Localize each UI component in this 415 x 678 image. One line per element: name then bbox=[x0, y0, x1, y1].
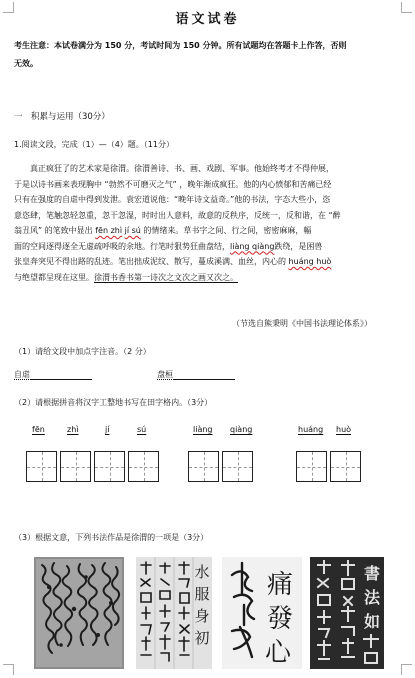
underlined-sentence: 徐渭书香书第一诗次之文次之画又次之。 bbox=[94, 272, 238, 282]
answer-blank[interactable] bbox=[30, 370, 92, 380]
passage-line bbox=[14, 223, 402, 239]
question-1-3: （3）根据文意，下列书法作品是徐渭的一项是（3分） bbox=[14, 533, 209, 542]
calligraphy-sample-c[interactable] bbox=[222, 557, 302, 669]
calligraphy-sample-d[interactable] bbox=[310, 557, 384, 669]
pinyin-label: huáng bbox=[298, 425, 324, 434]
pinyin-blank: fēn zhì bbox=[95, 226, 123, 235]
calligraphy-char: 如 bbox=[363, 612, 381, 631]
tianzige-box[interactable] bbox=[330, 451, 361, 482]
tianzige-box[interactable] bbox=[94, 451, 125, 482]
calligraphy-char: 服 bbox=[194, 585, 210, 603]
calligraphy-char: 身 bbox=[194, 607, 210, 625]
passage-text: 跌绕，是困兽 bbox=[274, 241, 323, 251]
section-heading: 一 积累与运用（30分） bbox=[14, 112, 110, 122]
pinyin-label: qiàng bbox=[230, 425, 253, 434]
page-corner-mark bbox=[3, 664, 14, 675]
passage-text: 翁丑风” 的笔致中显出 bbox=[14, 226, 96, 235]
pinyin-blank: jí sú bbox=[124, 226, 141, 235]
passage-line: 真正疯狂了的艺术家是徐渭。徐渭善诗、书、画、戏剧、军事。他始终考才不得仲展， bbox=[30, 164, 334, 173]
passage-line bbox=[14, 254, 402, 270]
passage-line bbox=[14, 270, 402, 286]
word-panhuan: 盘桓 bbox=[157, 370, 174, 379]
calligraphy-char: 書 bbox=[363, 564, 381, 583]
calligraphy-char: 水 bbox=[194, 563, 210, 581]
calligraphy-char: 初 bbox=[194, 629, 210, 647]
tianzige-box[interactable] bbox=[26, 451, 57, 482]
passage-text: 的情绪来。草书字之间、行之间，密密麻麻，幅 bbox=[140, 226, 312, 235]
notice-line-1: 考生注意：本试卷满分为 150 分，考试时间为 150 分钟。所有试题均在答题卡上作答，否则 bbox=[14, 41, 347, 50]
pinyin-label: sú bbox=[137, 425, 147, 434]
tianzige-box[interactable] bbox=[60, 451, 91, 482]
word-ziniüe: 自虐 bbox=[14, 370, 30, 379]
page-title: 语文试卷 bbox=[175, 12, 240, 27]
tianzige-box[interactable] bbox=[188, 451, 219, 482]
passage-text: 面的空间逐得逐全无虚疏呼吸的余地。行笔时狠势狂曲盘结， bbox=[14, 241, 230, 251]
pinyin-blank: huáng huò bbox=[288, 257, 332, 266]
passage-line: 意恣肆，笔触忽轻忽重，忽干忽湿，时时出人意料，故意的反秩序，反统一，反和谐，在 “醉 bbox=[14, 210, 341, 220]
calligraphy-sample-a[interactable] bbox=[34, 557, 124, 669]
pinyin-label: jí bbox=[105, 425, 110, 434]
passage-text: 张皇奔突见不得出路的乱迹。笔出拙成泥纹、散写，蔓成溪满、血丝，内心的 bbox=[14, 257, 289, 266]
calligraphy-char: 法 bbox=[363, 588, 381, 607]
calligraphy-sample-b[interactable] bbox=[136, 557, 212, 669]
passage bbox=[14, 161, 402, 285]
source-citation: （节选自熊秉明《中国书法理论体系》） bbox=[232, 319, 372, 328]
page-corner-mark bbox=[401, 664, 412, 675]
question-1-1: （1）请给文段中加点字注音。（2 分） bbox=[14, 347, 151, 356]
notice-line-2: 无效。 bbox=[14, 59, 38, 68]
question-1-heading: 1.阅读文段，完成（1）—（4）题。（11分） bbox=[14, 140, 174, 149]
passage-line: 只有在强度的自虐中得到发泄。袁宏道说他：“晚年诗文益奇。”他的书法，字态大些小，恣 bbox=[14, 195, 331, 204]
calligraphy-char: 發 bbox=[266, 604, 294, 634]
tianzige-box[interactable] bbox=[128, 451, 159, 482]
annotate-items bbox=[14, 369, 235, 380]
calligraphy-char: 心 bbox=[264, 638, 292, 668]
calligraphy-char: 痛 bbox=[266, 570, 294, 600]
pinyin-label: liàng bbox=[193, 425, 213, 434]
answer-blank[interactable] bbox=[173, 370, 235, 380]
question-1-2: （2）请根据拼音将汉字工整地书写在田字格内。（3分） bbox=[14, 398, 213, 407]
passage-text: 与绝望都呈现在这里。 bbox=[14, 272, 94, 282]
tianzige-box[interactable] bbox=[222, 451, 253, 482]
tianzige-box[interactable] bbox=[296, 451, 327, 482]
passage-line bbox=[14, 239, 402, 255]
pinyin-label: huò bbox=[336, 425, 352, 434]
pinyin-blank: liàng qiàng bbox=[230, 241, 275, 251]
pinyin-label: zhì bbox=[67, 425, 79, 434]
passage-line: 于是以诗书画来表现胸中 “勃然不可磨灭之气” ，晚年渐成疯狂。他的内心愤郁和苦痛已经 bbox=[14, 179, 332, 189]
pinyin-label: fēn bbox=[32, 425, 45, 434]
